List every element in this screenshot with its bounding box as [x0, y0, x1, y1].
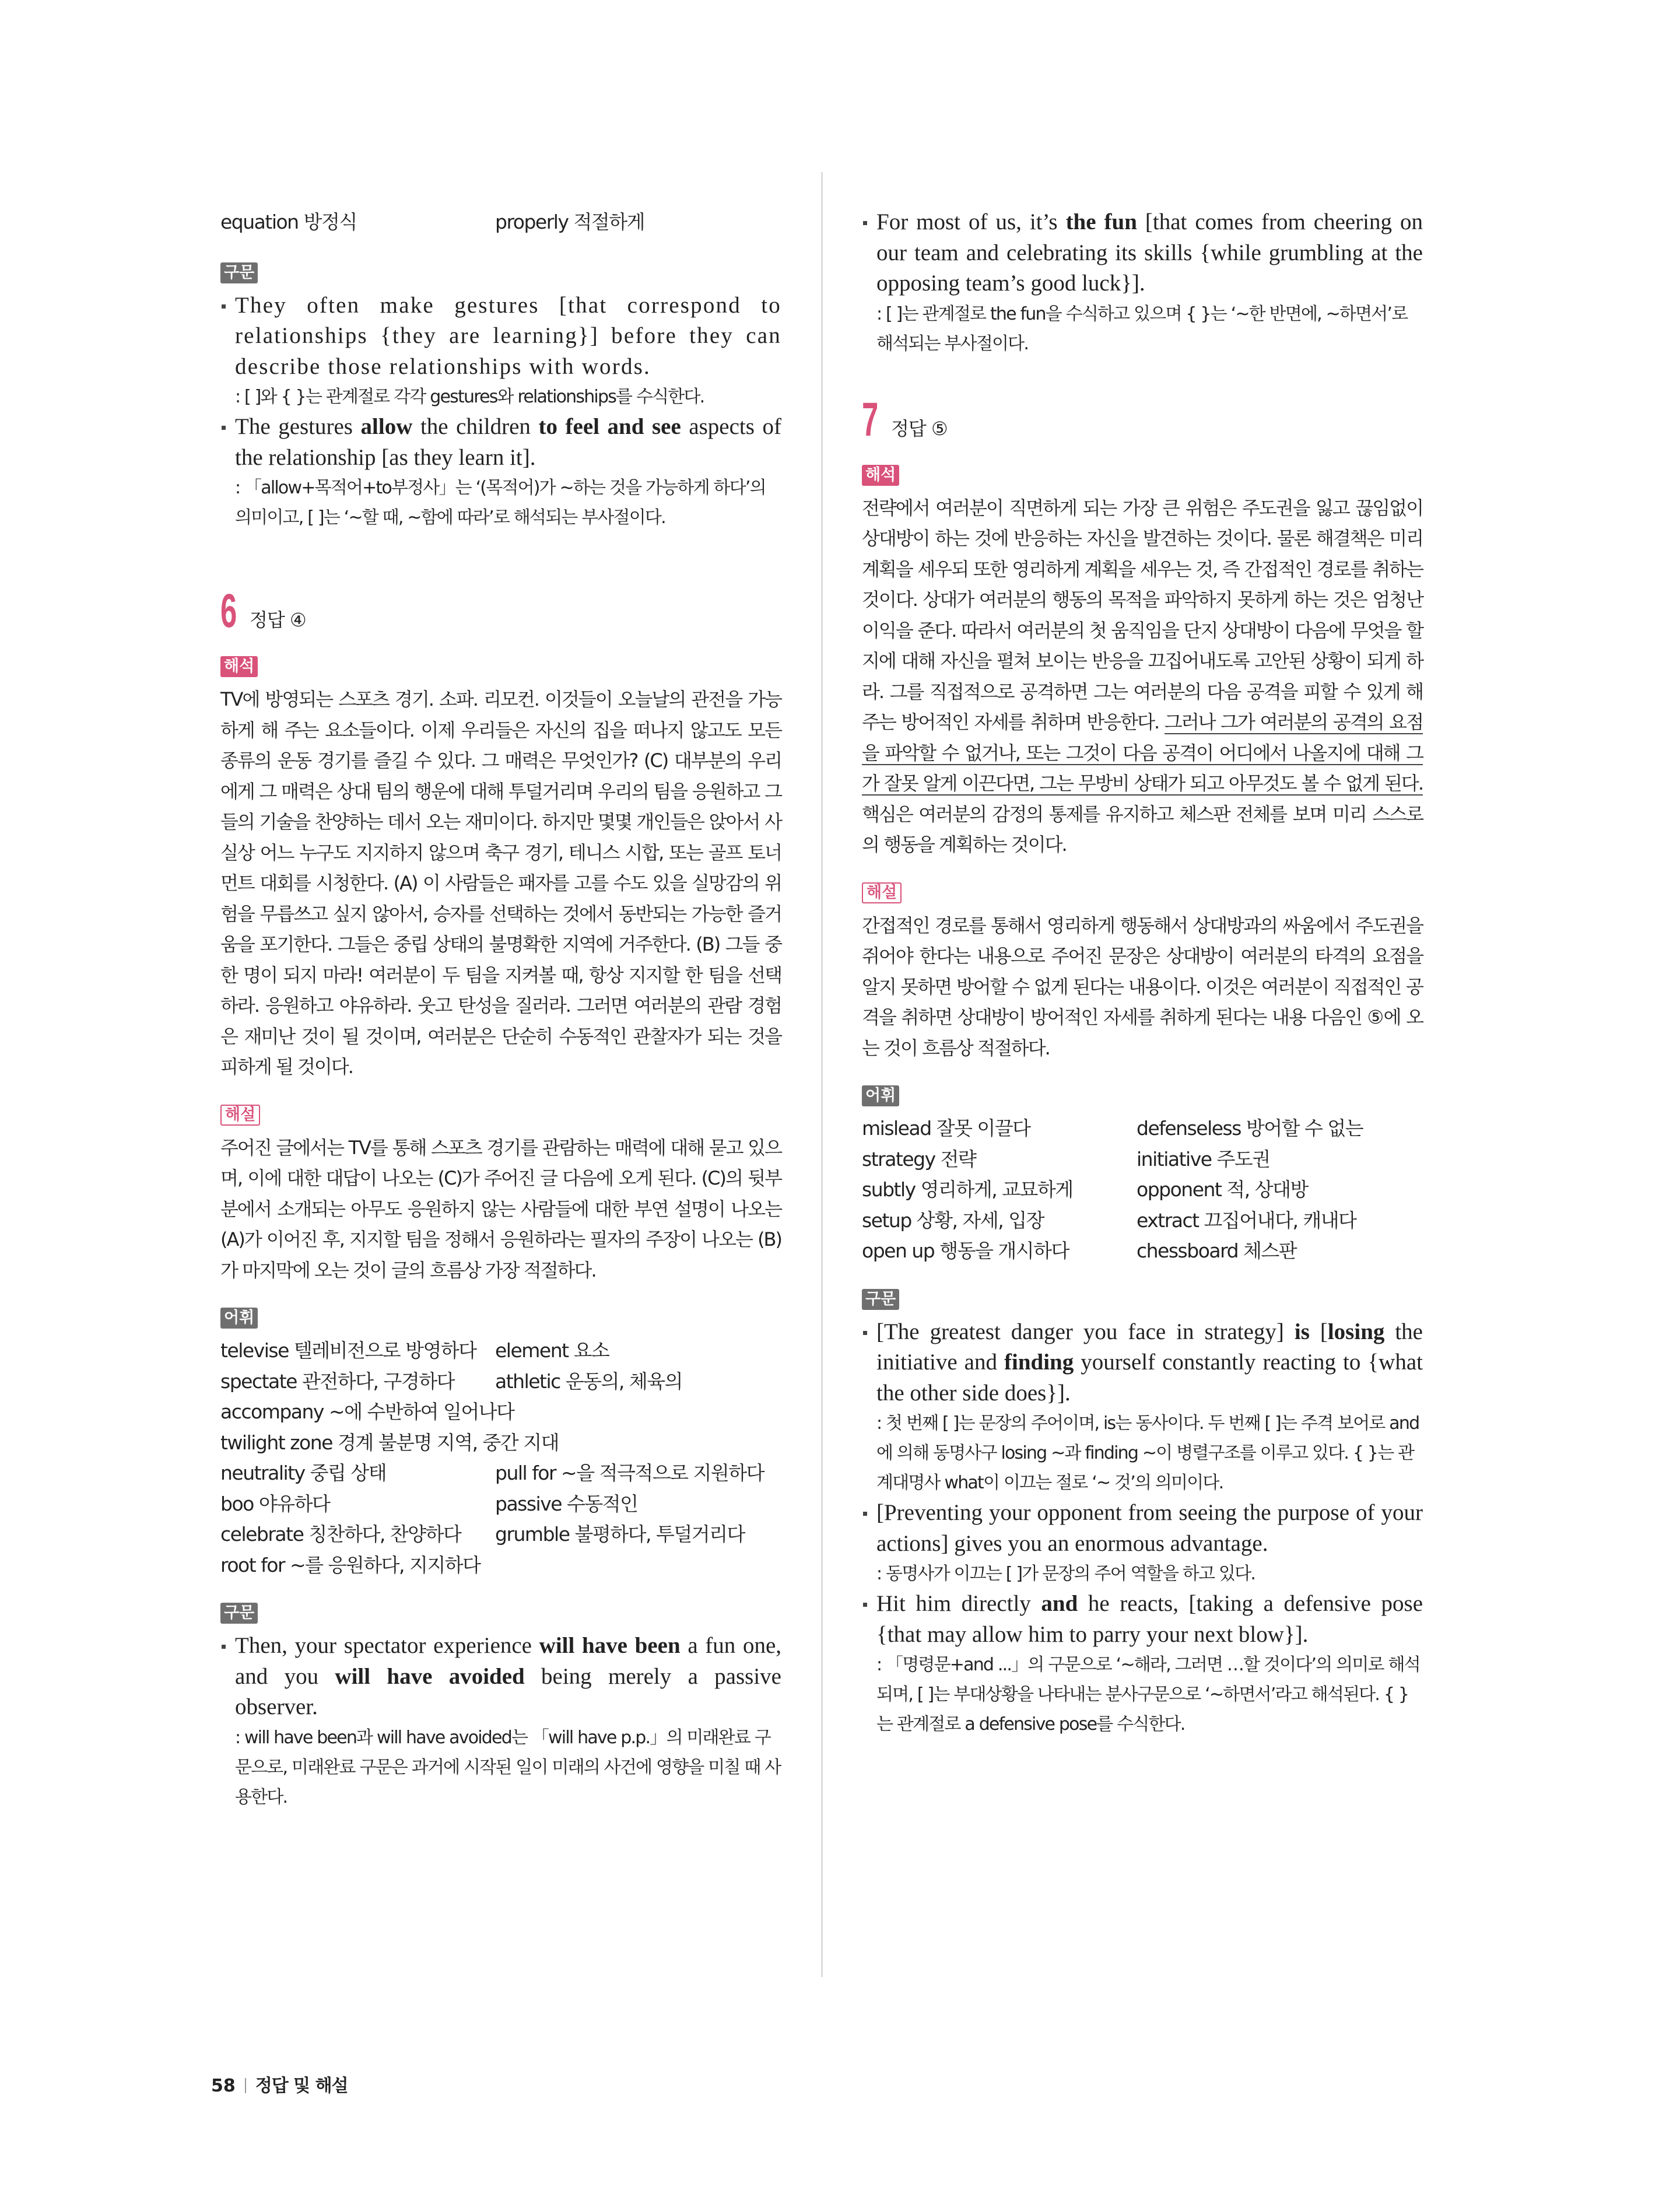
page-footer	[211, 2075, 348, 2098]
explanation-6: 주어진 글에서는 TV를 통해 스포츠 경기를 관람하는 매력에 대해 묻고 있으며, 이에 대한 대답이 나오는 (C)가 주어진 글 다음에 오게 된다. (C)의 뒷부분에서 소개되는 아무도 응원하지 않는 사람들에 대한 부연 설명이 나오는 (A)가 이어진 후, 지지할 팀을 정해서 응원하라는 필자의 주장이 나오는 (B)가 마지막에 오는 것이 글의 흐름상 가장 적절하다.	[220, 1136, 781, 1281]
vocab-entry: extract 끄집어내다, 캐내다	[1137, 1208, 1356, 1232]
vocab-row	[220, 1458, 781, 1489]
vocab-entry: televise 텔레비전으로 방영하다	[220, 1339, 476, 1362]
vocab-row	[862, 1175, 1423, 1206]
question-7-header	[862, 393, 1423, 446]
explanation-7: 간접적인 경로를 통해서 영리하게 행동해서 상대방과의 싸움에서 주도권을 쥐어야 한다는 내용으로 주어진 문장은 상대방이 여러분의 타격의 요점을 알지 못하면 방어할 수 없게 된다는 내용이다. 이것은 여러분이 직접적인 공격을 취하면 상대방이 방어적인 자세를 취하게 된다는 내용 다음인 ⑤에 오는 것이 흐름상 적절하다.	[862, 914, 1423, 1059]
syntax-note: : 첫 번째 [ ]는 문장의 주어이며, is는 동사이다. 두 번째 [ ]는 주격 보어로 and에 의해 동명사구 losing ~과 finding ~이 병렬구조를 이루고 있다. { }는 관계대명사 what이 이끄는 절로 ‘~ 것’의 의미이다.	[876, 1413, 1419, 1493]
vocab-entry: celebrate 칭찬하다, 찬양하다	[220, 1523, 461, 1546]
answer-label: 정답 ⑤	[891, 417, 948, 440]
syntax-note: : [ ]와 { }는 관계절로 각각 gestures와 relationships를 수식한다.	[235, 387, 704, 407]
vocab-entry: initiative 주도권	[1137, 1147, 1270, 1171]
vocab-entry: mislead 잘못 이끌다	[862, 1117, 1030, 1140]
tag-eohwi: 어휘	[220, 1308, 258, 1329]
tag-haeseok: 해석	[862, 465, 899, 486]
vocab-row	[220, 1397, 781, 1428]
vocab-entry: accompany ~에 수반하여 일어나다	[220, 1400, 514, 1423]
footer-divider	[245, 2078, 246, 2093]
vocab-entry: properly 적절하게	[495, 211, 644, 233]
question-number: 7	[862, 393, 879, 446]
vocab-row	[220, 1489, 781, 1520]
vocab-entry: neutrality 중립 상태	[220, 1462, 387, 1484]
vocab-top	[220, 207, 781, 238]
vocab-row	[220, 1366, 781, 1397]
syntax-sentence: The gestures allow the children to feel and see aspects of the relationship [as they learn it].	[220, 412, 781, 473]
question-number: 6	[220, 584, 237, 637]
tag-haeseol: 해설	[862, 882, 902, 903]
syntax-sentence: Hit him directly and he reacts, [taking a defensive pose {that may allow him to parry your next blow}].	[862, 1589, 1423, 1650]
vocab-row	[220, 1428, 781, 1459]
vocab-entry: element 요소	[495, 1339, 609, 1362]
vocab-entry: chessboard 체스판	[1137, 1239, 1297, 1262]
underlined-sentence: 그러나 그가 여러분의 공격의 요점을 파악할 수 없거나, 또는 그것이 다음 공격이 어디에서 나올지에 대해 그가 잘못 알게 이끈다면, 그는 무방비 상태가 되고 아무것도 볼 수 없게 된다.	[862, 711, 1423, 794]
vocab-entry: setup 상황, 자세, 입장	[862, 1208, 1044, 1232]
syntax-sentence: [Preventing your opponent from seeing the purpose of your actions] gives you an enormous advantage.	[862, 1498, 1423, 1559]
tag-eohwi: 어휘	[862, 1085, 899, 1106]
vocab-entry: grumble 불평하다, 투덜거리다	[495, 1523, 745, 1546]
right-column	[862, 207, 1423, 1739]
vocab-entry: spectate 관전하다, 구경하다	[220, 1369, 454, 1393]
syntax-sentence: For most of us, it’s the fun [that comes from cheering on our team and celebrating its skills {while grumbling at the opposing team’s good luck}].	[862, 207, 1423, 299]
tag-gumun: 구문	[220, 1603, 258, 1624]
vocab-row	[862, 1206, 1423, 1236]
tag-gumun: 구문	[862, 1289, 899, 1310]
syntax-sentence: They often make gestures [that correspond to relationships {they are learning}] before they can describe those relationships with words.	[220, 290, 781, 383]
syntax-note: : 「allow+목적어+to부정사」는 ‘(목적어)가 ~하는 것을 가능하게 하다’의 의미이고, [ ]는 ‘~할 때, ~함에 따라’로 해석되는 부사절이다.	[235, 478, 766, 528]
tag-haeseol: 해설	[220, 1105, 260, 1126]
syntax-note: : 「명령문+and ...」의 구문으로 ‘~해라, 그러면 …할 것이다’의 의미로 해석되며, [ ]는 부대상황을 나타내는 분사구문으로 ‘~하면서’라고 해석된다. { }는 관계절로 a defensive pose를 수식한다.	[876, 1655, 1420, 1735]
vocab-row	[220, 1550, 781, 1581]
vocab-entry: twilight zone 경계 불분명 지역, 중간 지대	[220, 1431, 559, 1454]
vocab-row	[220, 207, 781, 238]
answer-label: 정답 ④	[250, 609, 306, 631]
vocab-entry: pull for ~을 적극적으로 지원하다	[495, 1462, 764, 1484]
vocab-7	[862, 1113, 1423, 1267]
vocab-entry: defenseless 방어할 수 없는	[1137, 1117, 1363, 1140]
vocab-row	[220, 1336, 781, 1366]
vocab-entry: subtly 영리하게, 교묘하게	[862, 1178, 1073, 1201]
gumun-section-5	[220, 290, 781, 533]
gumun-section-6	[220, 1631, 781, 1812]
vocab-entry: passive 수동적인	[495, 1492, 638, 1515]
syntax-note: : [ ]는 관계절로 the fun을 수식하고 있으며 { }는 ‘~한 반면에, ~하면서’로 해석되는 부사절이다.	[876, 303, 1408, 354]
vocab-entry: equation 방정식	[220, 211, 357, 233]
vocab-entry: strategy 전략	[862, 1147, 976, 1171]
vocab-row	[862, 1113, 1423, 1144]
vocab-6	[220, 1336, 781, 1581]
question-6-header	[220, 584, 781, 637]
vocab-row	[862, 1144, 1423, 1175]
column-divider	[821, 172, 823, 1977]
left-column	[220, 207, 781, 1812]
vocab-entry: boo 야유하다	[220, 1492, 330, 1515]
vocab-row	[862, 1236, 1423, 1267]
footer-label: 정답 및 해설	[255, 2076, 348, 2096]
vocab-entry: open up 행동을 개시하다	[862, 1239, 1069, 1262]
tag-gumun: 구문	[220, 262, 258, 283]
vocab-row	[220, 1519, 781, 1550]
tag-haeseok: 해석	[220, 656, 258, 677]
vocab-entry: opponent 적, 상대방	[1137, 1178, 1308, 1201]
vocab-entry: athletic 운동의, 체육의	[495, 1369, 683, 1393]
vocab-entry: root for ~를 응원하다, 지지하다	[220, 1553, 480, 1576]
translation-text: 전략에서 여러분이 직면하게 되는 가장 큰 위험은 주도권을 잃고 끊임없이 상대방이 하는 것에 반응하는 자신을 발견하는 것이다. 물론 해결책은 미리 계획을 세우되 또한 영리하게 계획을 세우는 것, 즉 간접적인 경로를 취하는 것이다. 상대가 여러분의 행동의 목적을 파악하지 못하게 하는 것은 엄청난 이익을 준다. 따라서 여러분의 첫 움직임을 단지 상대방이 다음에 무엇을 할지에 대해 자신을 펼쳐 보이는 반응을 끄집어내도록 고안된 상황이 되게 하라. 그를 직접적으로 공격하면 그는 여러분의 다음 공격을 피할 수 있게 해 주는 방어적인 자세를 취하며 반응한다.	[862, 496, 1423, 733]
translation-6: TV에 방영되는 스포츠 경기. 소파. 리모컨. 이것들이 오늘날의 관전을 가능하게 해 주는 요소들이다. 이제 우리들은 자신의 집을 떠나지 않고도 모든 종류의 운동 경기를 즐길 수 있다. 그 매력은 무엇인가? (C) 대부분의 우리에게 그 매력은 상대 팀의 행운에 대해 투덜거리며 우리의 팀을 응원하고 그들의 기술을 찬양하는 데서 오는 재미이다. 하지만 몇몇 개인들은 앉아서 사실상 어느 누구도 지지하지 않으며 축구 경기, 테니스 시합, 또는 골프 토너먼트 대회를 시청한다. (A) 이 사람들은 패자를 고를 수도 있을 실망감의 위험을 무릅쓰고 싶지 않아서, 승자를 선택하는 것에서 동반되는 가능한 즐거움을 포기한다. 그들은 중립 상태의 불명확한 지역에 거주한다. (B) 그들 중 한 명이 되지 마라! 여러분이 두 팀을 지켜볼 때, 항상 지지할 한 팀을 선택하라. 응원하고 야유하라. 웃고 탄성을 질러라. 그러면 여러분의 관람 경험은 재미난 것이 될 것이며, 여러분은 단순히 수동적인 관찰자가 되는 것을 피하게 될 것이다.	[220, 688, 781, 1078]
translation-7	[862, 493, 1423, 860]
syntax-sentence: [The greatest danger you face in strategy] is [losing the initiative and finding yourself constantly reacting to {what the other side does}].	[862, 1317, 1423, 1409]
gumun-section-7	[862, 1317, 1423, 1740]
page-number: 58	[211, 2076, 236, 2096]
translation-text: 핵심은 여러분의 감정의 통제를 유지하고 체스판 전체를 보며 미리 스스로의 행동을 계획하는 것이다.	[862, 803, 1423, 856]
syntax-note: : will have been과 will have avoided는 「will have p.p.」의 미래완료 구문으로, 미래완료 구문은 과거에 시작된 일이 미래의 사건에 영향을 미칠 때 사용한다.	[235, 1727, 781, 1807]
syntax-sentence: Then, your spectator experience will have been a fun one, and you will have avoided being merely a passive observer.	[220, 1631, 781, 1723]
syntax-note: : 동명사가 이끄는 [ ]가 문장의 주어 역할을 하고 있다.	[876, 1564, 1255, 1584]
